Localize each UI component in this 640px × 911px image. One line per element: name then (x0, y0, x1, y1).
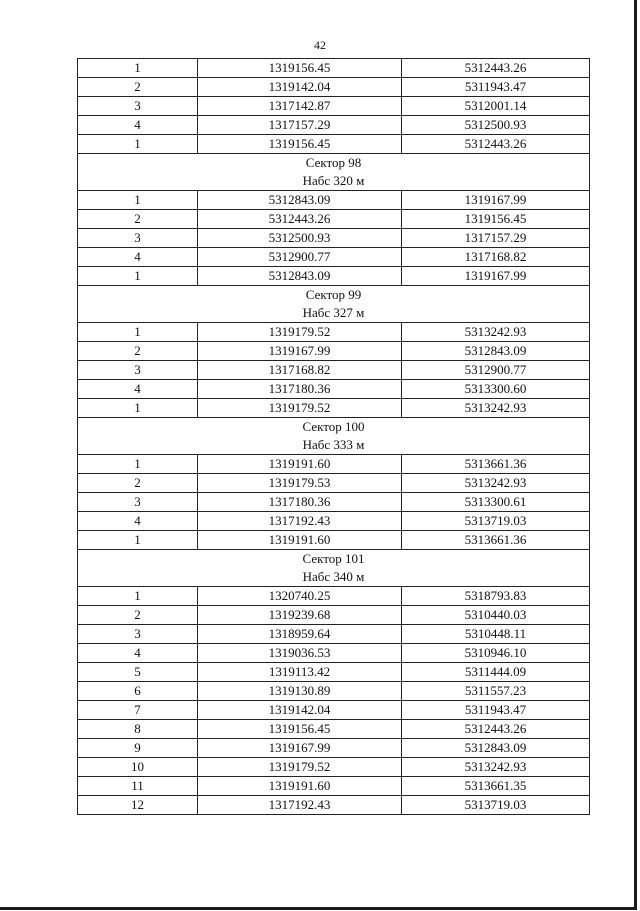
coordinate-x-cell: 1319036.53 (198, 644, 402, 663)
coordinate-x-cell: 1319179.52 (198, 323, 402, 342)
coordinate-x-cell: 1319179.53 (198, 474, 402, 493)
coordinate-y-cell: 5313719.03 (402, 796, 590, 815)
point-number-cell: 3 (78, 625, 198, 644)
table-row (78, 512, 590, 531)
coordinate-y-cell: 1319156.45 (402, 210, 590, 229)
table-row (78, 531, 590, 550)
table-row (78, 758, 590, 777)
point-number-cell: 1 (78, 191, 198, 210)
coordinate-y-cell: 5312843.09 (402, 739, 590, 758)
table-row (78, 777, 590, 796)
coordinate-x-cell: 5312443.26 (198, 210, 402, 229)
coordinate-y-cell: 5311444.09 (402, 663, 590, 682)
coordinate-x-cell: 1319130.89 (198, 682, 402, 701)
coordinate-y-cell: 5318793.83 (402, 587, 590, 606)
coordinate-y-cell: 5311557.23 (402, 682, 590, 701)
coordinate-x-cell: 1317168.82 (198, 361, 402, 380)
table-row (78, 135, 590, 154)
point-number-cell: 1 (78, 135, 198, 154)
point-number-cell: 7 (78, 701, 198, 720)
coordinate-y-cell: 5313300.61 (402, 493, 590, 512)
table-row (78, 644, 590, 663)
table-row (78, 229, 590, 248)
table-row (78, 399, 590, 418)
sector-height: Набс 340 м (302, 569, 365, 584)
page-number: 42 (314, 38, 326, 52)
coordinate-y-cell: 5312843.09 (402, 342, 590, 361)
coordinate-x-cell: 1319167.99 (198, 342, 402, 361)
table-row (78, 97, 590, 116)
coordinate-y-cell: 5313661.36 (402, 531, 590, 550)
point-number-cell: 6 (78, 682, 198, 701)
point-number-cell: 4 (78, 512, 198, 531)
point-number-cell: 8 (78, 720, 198, 739)
point-number-cell: 2 (78, 474, 198, 493)
point-number-cell: 4 (78, 116, 198, 135)
coordinate-y-cell: 5310440.03 (402, 606, 590, 625)
table-row (78, 78, 590, 97)
table-row (78, 342, 590, 361)
point-number-cell: 9 (78, 739, 198, 758)
coordinate-y-cell: 5313242.93 (402, 474, 590, 493)
table-row (78, 739, 590, 758)
sector-title: Сектор 100 (302, 419, 365, 434)
coordinate-y-cell: 5312443.26 (402, 135, 590, 154)
coordinate-x-cell: 1317180.36 (198, 380, 402, 399)
coordinate-x-cell: 1317142.87 (198, 97, 402, 116)
coordinate-x-cell: 1319191.60 (198, 531, 402, 550)
point-number-cell: 4 (78, 248, 198, 267)
point-number-cell: 2 (78, 78, 198, 97)
point-number-cell: 1 (78, 399, 198, 418)
coordinate-y-cell: 1317168.82 (402, 248, 590, 267)
sector-height: Набс 333 м (302, 437, 365, 452)
coordinates-table-body (78, 59, 590, 815)
table-row (78, 59, 590, 78)
sector-header (78, 550, 590, 587)
point-number-cell: 5 (78, 663, 198, 682)
coordinate-x-cell: 5312843.09 (198, 267, 402, 286)
coordinate-y-cell: 5311943.47 (402, 701, 590, 720)
point-number-cell: 3 (78, 229, 198, 248)
table-row (78, 606, 590, 625)
sector-height: Набс 327 м (302, 305, 365, 320)
coordinate-x-cell: 5312500.93 (198, 229, 402, 248)
point-number-cell: 3 (78, 361, 198, 380)
table-row (78, 210, 590, 229)
coordinate-x-cell: 1319167.99 (198, 739, 402, 758)
coordinate-x-cell: 5312900.77 (198, 248, 402, 267)
table-row (78, 323, 590, 342)
point-number-cell: 11 (78, 777, 198, 796)
point-number-cell: 12 (78, 796, 198, 815)
point-number-cell: 2 (78, 210, 198, 229)
point-number-cell: 4 (78, 644, 198, 663)
coordinate-y-cell: 1319167.99 (402, 267, 590, 286)
coordinate-x-cell: 1319156.45 (198, 135, 402, 154)
coordinate-x-cell: 1319142.04 (198, 78, 402, 97)
sector-header (78, 286, 590, 323)
coordinate-y-cell: 5312443.26 (402, 720, 590, 739)
coordinates-table (77, 58, 590, 815)
coordinate-x-cell: 1319191.60 (198, 777, 402, 796)
coordinate-y-cell: 5310946.10 (402, 644, 590, 663)
coordinate-x-cell: 1319191.60 (198, 455, 402, 474)
point-number-cell: 2 (78, 342, 198, 361)
table-row (78, 587, 590, 606)
coordinate-y-cell: 5313661.36 (402, 455, 590, 474)
coordinate-x-cell: 1319156.45 (198, 59, 402, 78)
point-number-cell: 2 (78, 606, 198, 625)
coordinate-x-cell: 1317192.43 (198, 512, 402, 531)
coordinate-x-cell: 1319113.42 (198, 663, 402, 682)
sector-title: Сектор 99 (305, 287, 362, 302)
coordinate-x-cell: 1319179.52 (198, 399, 402, 418)
point-number-cell: 10 (78, 758, 198, 777)
sector-title: Сектор 98 (305, 155, 362, 170)
coordinate-y-cell: 1317157.29 (402, 229, 590, 248)
table-row (78, 625, 590, 644)
coordinate-x-cell: 5312843.09 (198, 191, 402, 210)
coordinate-x-cell: 1318959.64 (198, 625, 402, 644)
sector-header (78, 154, 590, 191)
coordinate-y-cell: 5313242.93 (402, 399, 590, 418)
coordinate-y-cell: 5313300.60 (402, 380, 590, 399)
coordinate-x-cell: 1319239.68 (198, 606, 402, 625)
table-row (78, 267, 590, 286)
coordinate-y-cell: 5313719.03 (402, 512, 590, 531)
coordinate-x-cell: 1317180.36 (198, 493, 402, 512)
sector-height: Набс 320 м (302, 173, 365, 188)
point-number-cell: 4 (78, 380, 198, 399)
table-row (78, 380, 590, 399)
coordinate-x-cell: 1320740.25 (198, 587, 402, 606)
table-row (78, 720, 590, 739)
point-number-cell: 1 (78, 59, 198, 78)
coordinate-x-cell: 1317157.29 (198, 116, 402, 135)
point-number-cell: 1 (78, 267, 198, 286)
sector-header (78, 418, 590, 455)
point-number-cell: 1 (78, 531, 198, 550)
coordinate-x-cell: 1319179.52 (198, 758, 402, 777)
coordinate-y-cell: 5313242.93 (402, 323, 590, 342)
coordinate-y-cell: 5312500.93 (402, 116, 590, 135)
sector-header-row (78, 550, 590, 587)
coordinate-y-cell: 5312900.77 (402, 361, 590, 380)
point-number-cell: 3 (78, 493, 198, 512)
table-row (78, 493, 590, 512)
table-row (78, 796, 590, 815)
table-row (78, 474, 590, 493)
coordinate-x-cell: 1319156.45 (198, 720, 402, 739)
coordinate-y-cell: 5313242.93 (402, 758, 590, 777)
sector-header-row (78, 154, 590, 191)
sector-header-row (78, 286, 590, 323)
coordinate-x-cell: 1319142.04 (198, 701, 402, 720)
sector-title: Сектор 101 (302, 551, 365, 566)
table-row (78, 663, 590, 682)
point-number-cell: 1 (78, 455, 198, 474)
table-row (78, 682, 590, 701)
coordinate-y-cell: 5311943.47 (402, 78, 590, 97)
table-row (78, 248, 590, 267)
coordinate-y-cell: 5312001.14 (402, 97, 590, 116)
coordinate-y-cell: 1319167.99 (402, 191, 590, 210)
table-row (78, 701, 590, 720)
coordinate-y-cell: 5312443.26 (402, 59, 590, 78)
sector-header-row (78, 418, 590, 455)
table-row (78, 361, 590, 380)
point-number-cell: 3 (78, 97, 198, 116)
point-number-cell: 1 (78, 323, 198, 342)
coordinate-x-cell: 1317192.43 (198, 796, 402, 815)
point-number-cell: 1 (78, 587, 198, 606)
coordinate-y-cell: 5310448.11 (402, 625, 590, 644)
table-row (78, 116, 590, 135)
table-row (78, 191, 590, 210)
table-row (78, 455, 590, 474)
coordinate-y-cell: 5313661.35 (402, 777, 590, 796)
